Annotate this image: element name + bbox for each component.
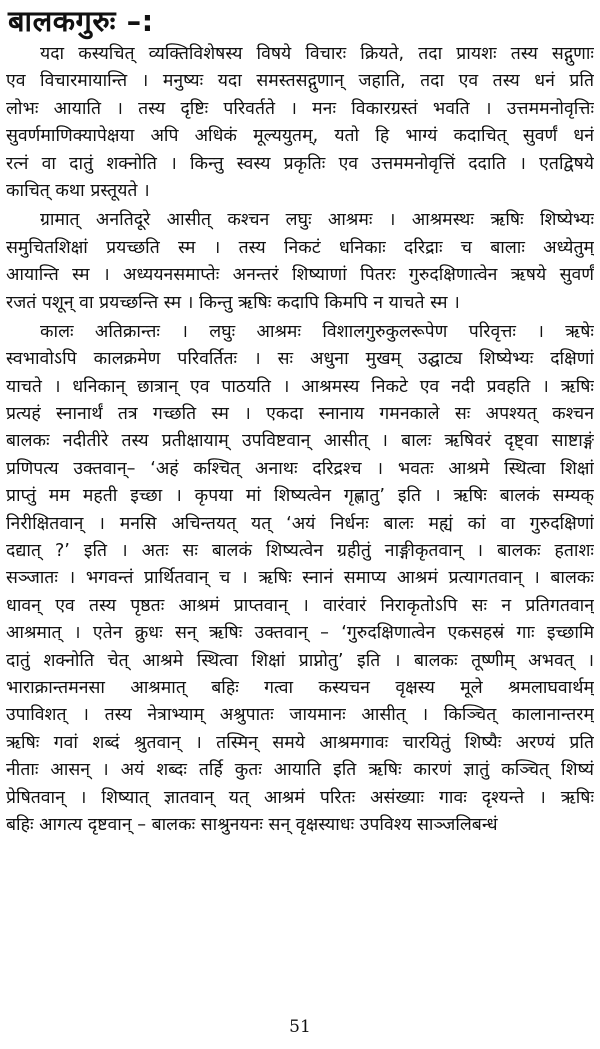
text-line: प्रत्यहं स्नानार्थं तत्र गच्छति स्म । एकदा स्नानाय गमनकाले सः अपश्यत् कश्चन (6, 404, 594, 425)
text-line: कालः अतिक्रान्तः । लघुः आश्रमः विशालगुरुकुलरूपेण परिवृत्तः । ऋषेः (40, 321, 594, 342)
text-line: काचित् कथा प्रस्तूयते । (6, 180, 150, 201)
text-line: प्रेषितवान् । शिष्यात् ज्ञातवान् यत् आश्रमं परितः असंख्याः गावः दृश्यन्ते । ऋषिः (6, 787, 594, 808)
page-number: 51 (289, 1017, 311, 1037)
text-line: याचते । धनिकान् छात्रान् एव पाठयति । आश्रमस्य निकटे एव नदी प्रवहति । ऋषिः (6, 376, 594, 397)
text-line: बहिः आगत्य दृष्टवान् – बालकः साश्रुनयनः सन् वृक्षस्याधः उपविश्य साञ्जलिबन्धं (6, 814, 498, 835)
text-line: ऋषिः गवां शब्दं श्रुतवान् । तस्मिन् समये आश्रमगावः चारयितुं शिष्यैः अरण्यं प्रति (6, 732, 594, 753)
text-line: रजतं पशून् वा प्रयच्छन्ति स्म । किन्तु ऋषिः कदापि किमपि न याचते स्म । (6, 292, 460, 313)
text-line: रत्नं वा दातुं शक्नोति । किन्तु स्वस्य प्रकृतिः एव उत्तममनोवृत्तिं ददाति । एतद्विषये (6, 153, 594, 174)
text-line: प्रणिपत्य उक्तवान्– ‘अहं कश्चित् अनाथः दरिद्रश्च । भवतः आश्रमे स्थित्वा शिक्षां (6, 458, 594, 479)
text-line: समुचितशिक्षां प्रयच्छति स्म । तस्य निकटं धनिकाः दरिद्राः च बालाः अध्येतुम् (6, 237, 594, 258)
chapter-title: बालकगुरुः –: (8, 4, 154, 38)
text-line: स्वभावोऽपि कालक्रमेण परिवर्तितः । सः अधुना मुखम् उद्घाट्य शिष्येभ्यः दक्षिणां (6, 349, 594, 370)
text-line: निरीक्षितवान् । मनसि अचिन्तयत् यत् ‘अयं निर्धनः बालः मह्यं कां वा गुरुदक्षिणां (6, 513, 594, 534)
text-line: आश्रमात् । एतेन क्रुधः सन् ऋषिः उक्तवान् – ‘गुरुदक्षिणात्वेन एकसहस्रं गाः इच्छामि (6, 623, 594, 644)
paragraph (6, 319, 594, 839)
text-line: उपाविशत् । तस्य नेत्राभ्याम् अश्रुपातः जायमानः आसीत् । किञ्चित् कालानान्तरम् (6, 705, 594, 726)
paragraph (6, 41, 594, 205)
text-line: भाराक्रान्तमनसा आश्रमात् बहिः गत्वा कस्यचन वृक्षस्य मूले श्रमलाघवार्थम् (6, 677, 594, 698)
text-line: बालकः नदीतीरे तस्य प्रतीक्षायाम् उपविष्टवान् आसीत् । बालः ऋषिवरं दृष्ट्वा साष्टाङ्गं (6, 431, 594, 452)
text-line: दातुं शक्नोति चेत् आश्रमे स्थित्वा शिक्षां प्राप्नोतु’ इति । बालकः तूष्णीम् अभवत् । (6, 650, 594, 671)
paragraph (6, 207, 594, 317)
text-line: सुवर्णमाणिक्यापेक्षया अपि अधिकं मूल्ययुतम्, यतो हि भाग्यं कदाचित् सुवर्णं धनं (6, 126, 594, 147)
text-line: यदा कस्यचित् व्यक्तिविशेषस्य विषये विचारः क्रियते, तदा प्रायशः तस्य सद्गुणाः (40, 44, 594, 64)
text-line: नीताः आसन् । अयं शब्दः तर्हि कुतः आयाति इति ऋषिः कारणं ज्ञातुं कञ्चित् शिष्यं (6, 760, 594, 781)
text-line: प्राप्तुं मम महती इच्छा । कृपया मां शिष्यत्वेन गृह्णातु’ इति । ऋषिः बालकं सम्यक् (6, 486, 594, 507)
text-line: सञ्जातः । भगवन्तं प्रार्थितवान् च । ऋषिः स्नानं समाप्य आश्रमं प्रत्यागतवान् । बालकः (6, 568, 594, 589)
text-line: आयान्ति स्म । अध्ययनसमाप्तेः अनन्तरं शिष्याणां पितरः गुरुदक्षिणात्वेन ऋषये सुवर्णं (6, 265, 594, 286)
text-line: लोभः आयाति । तस्य दृष्टिः परिवर्तते । मनः विकारग्रस्तं भवति । उत्तममनोवृत्तिः (6, 98, 594, 119)
text-line: धावन् एव तस्य पृष्ठतः आश्रमं प्राप्तवान् । वारंवारं निराकृतोऽपि सः न प्रतिगतवान् (6, 595, 594, 616)
text-line: दद्यात् ?’ इति । अतः सः बालकं शिष्यत्वेन ग्रहीतुं नाङ्गीकृतवान् । बालकः हताशः (6, 541, 594, 562)
body-text (6, 41, 594, 839)
text-line: एव विचारमायान्ति । मनुष्यः यदा समस्तसद्गुणान् जहाति, तदा एव तस्य धनं प्रति (6, 71, 594, 92)
text-line: ग्रामात् अनतिदूरे आसीत् कश्चन लघुः आश्रमः । आश्रमस्थः ऋषिः शिष्येभ्यः (40, 210, 594, 231)
